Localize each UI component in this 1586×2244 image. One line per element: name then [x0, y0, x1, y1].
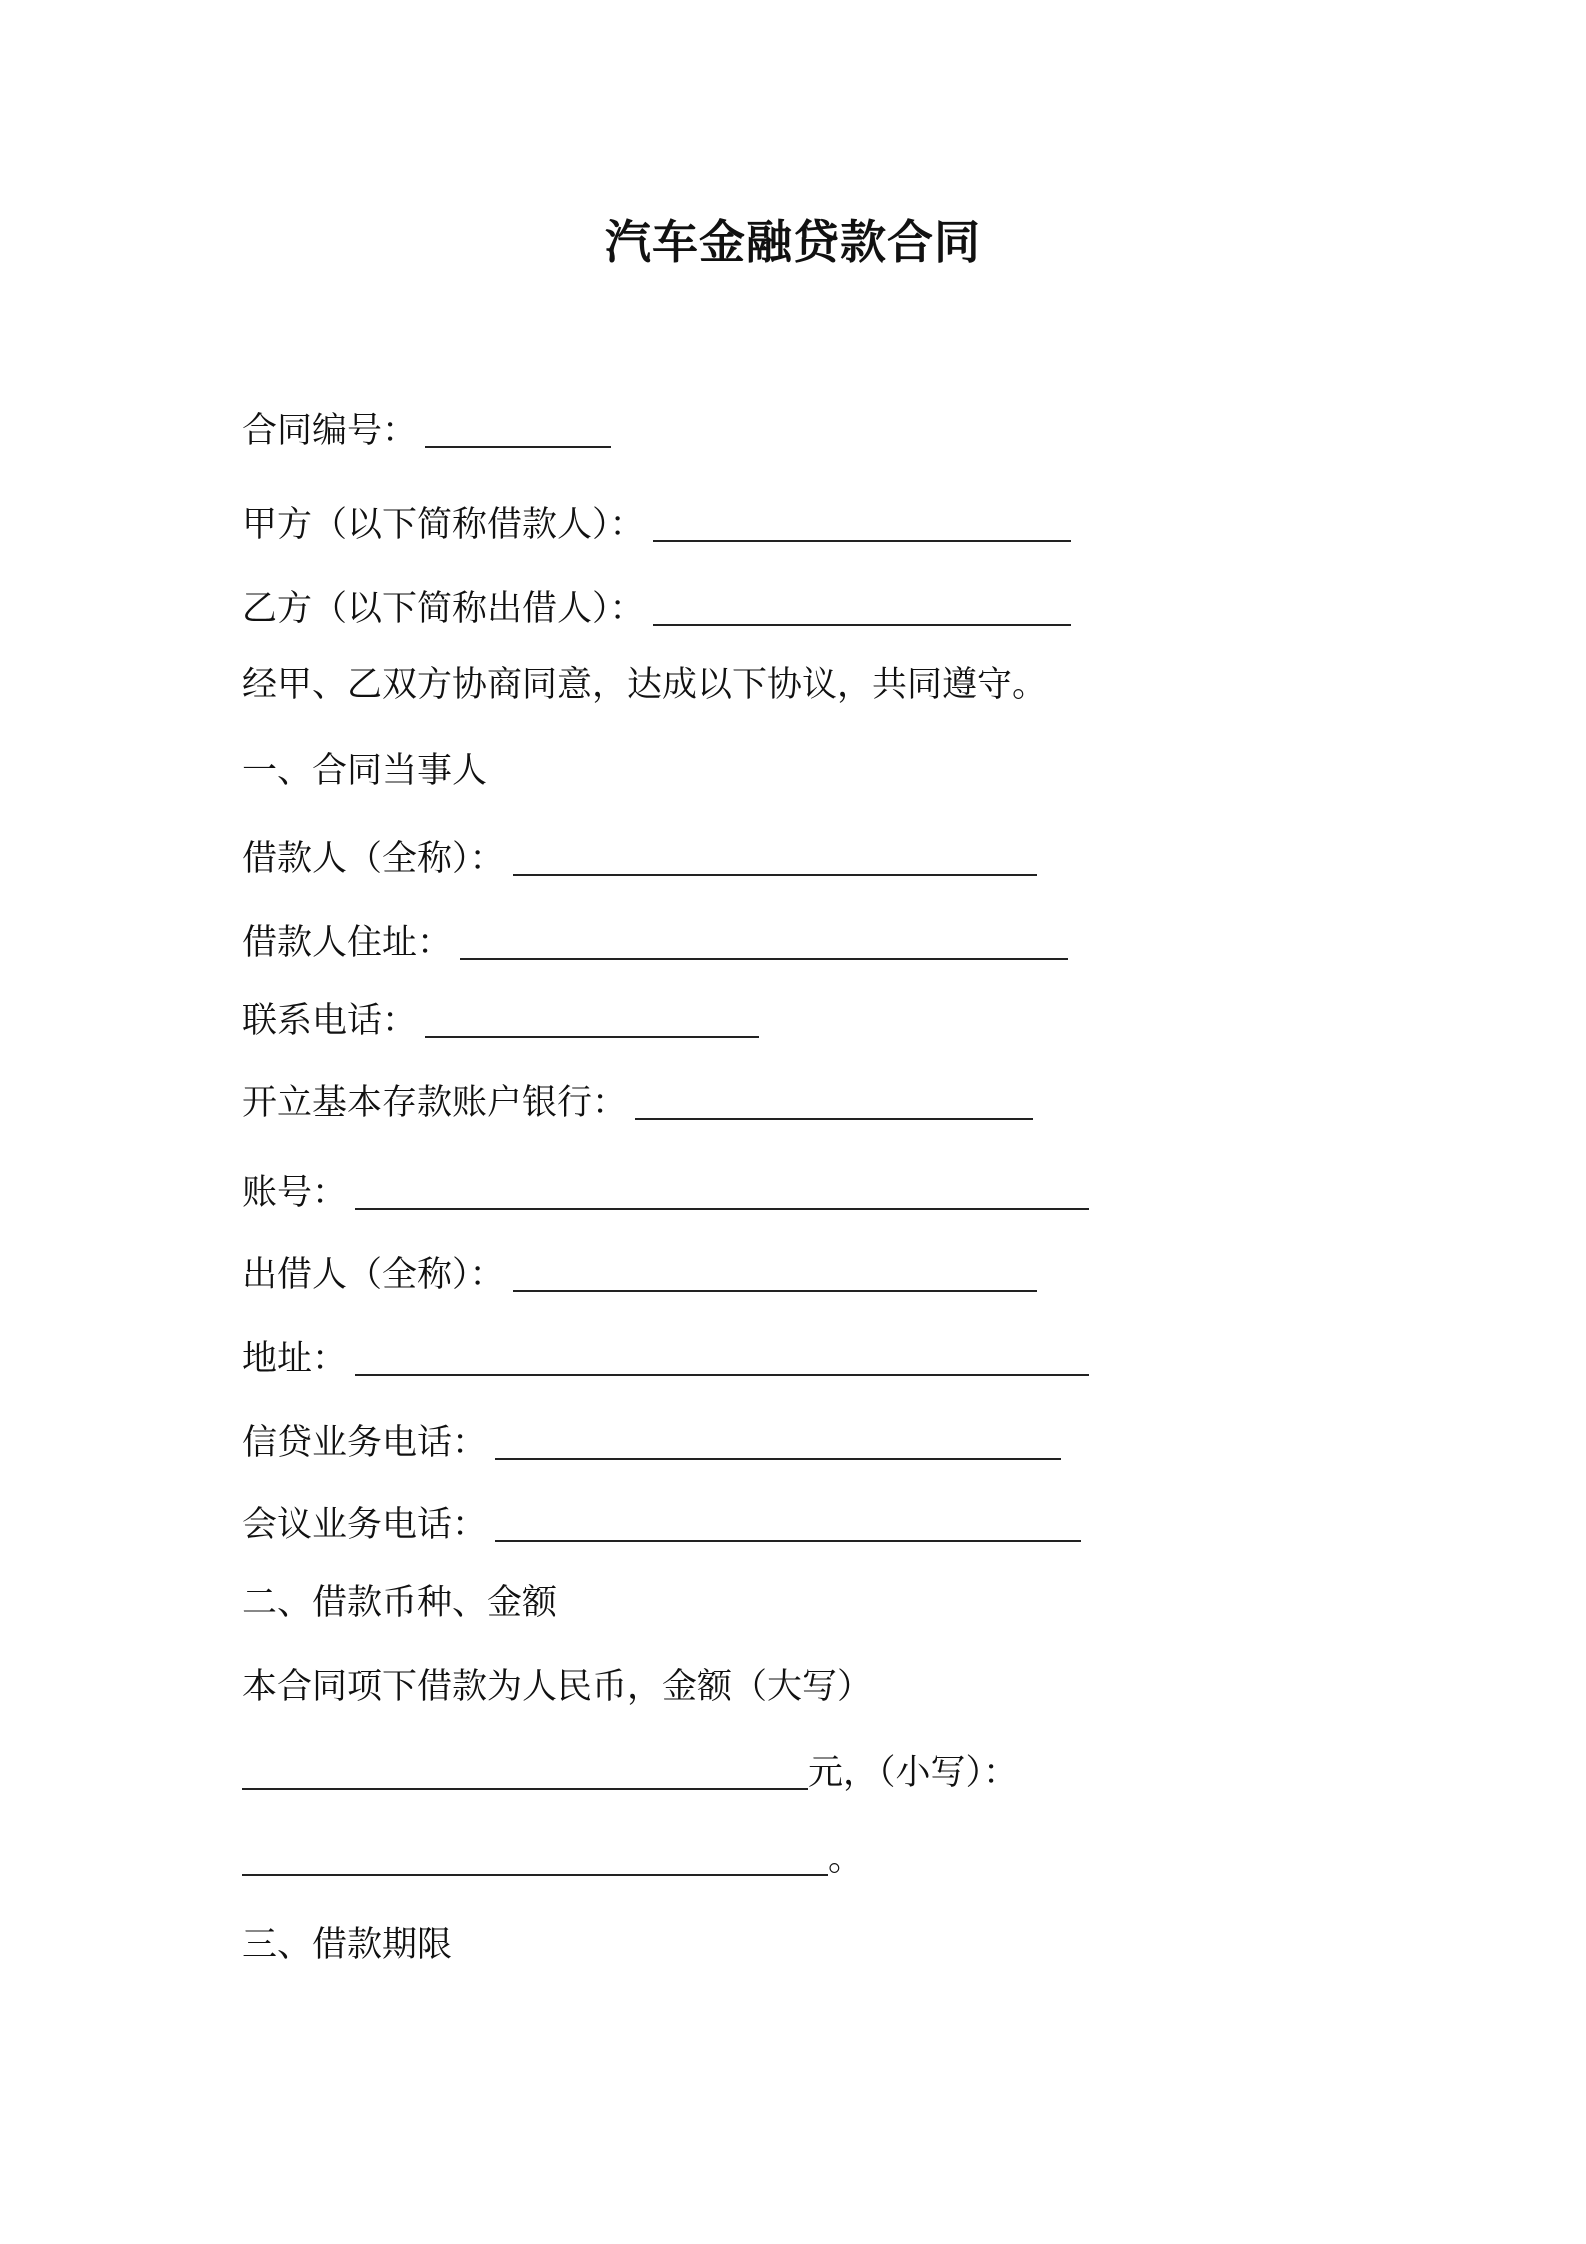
- phone-blank[interactable]: [425, 1004, 759, 1038]
- agreement-text: 经甲、乙双方协商同意，达成以下协议，共同遵守。: [242, 665, 1048, 705]
- amount-text-row: [242, 1664, 872, 1710]
- credit-phone-label: 信贷业务电话：: [242, 1423, 488, 1463]
- party-b-label: 乙方（以下简称出借人）：: [242, 589, 645, 629]
- section-3-heading-row: [242, 1922, 452, 1968]
- bank-label: 开立基本存款账户银行：: [242, 1083, 628, 1123]
- phone-row: [242, 998, 759, 1044]
- party-b-row: [242, 586, 1071, 632]
- document-title: 汽车金融贷款合同: [605, 215, 981, 269]
- section-3-heading: 三、借款期限: [242, 1925, 453, 1965]
- section-2-heading-row: [242, 1580, 557, 1626]
- lender-name-blank[interactable]: [513, 1258, 1037, 1292]
- borrower-name-blank[interactable]: [513, 842, 1037, 876]
- address-row: [242, 1336, 1089, 1382]
- amount-upper-blank[interactable]: [242, 1756, 808, 1790]
- credit-phone-row: [242, 1420, 1061, 1466]
- contract-number-row: [242, 408, 611, 454]
- agreement-row: [242, 662, 1047, 708]
- bank-row: [242, 1080, 1033, 1126]
- meeting-phone-row: [242, 1502, 1081, 1548]
- bank-blank[interactable]: [635, 1086, 1033, 1120]
- amount-lower-row: [242, 1836, 863, 1882]
- account-row: [242, 1170, 1089, 1216]
- borrower-name-row: [242, 836, 1037, 882]
- credit-phone-blank[interactable]: [495, 1426, 1061, 1460]
- contract-number-label: 合同编号：: [242, 411, 418, 451]
- yuan-suffix: 元，（小写）：: [808, 1753, 1019, 1793]
- borrower-address-row: [242, 920, 1068, 966]
- party-a-blank[interactable]: [653, 508, 1071, 542]
- lender-name-row: [242, 1252, 1037, 1298]
- meeting-phone-label: 会议业务电话：: [242, 1505, 488, 1545]
- section-2-heading: 二、借款币种、金额: [242, 1583, 558, 1623]
- borrower-name-label: 借款人（全称）：: [242, 839, 505, 879]
- end-mark: 。: [828, 1839, 864, 1879]
- contract-number-blank[interactable]: [425, 414, 611, 448]
- phone-label: 联系电话：: [242, 1001, 418, 1041]
- borrower-address-label: 借款人住址：: [242, 923, 453, 963]
- lender-name-label: 出借人（全称）：: [242, 1255, 505, 1295]
- amount-upper-row: [242, 1750, 1018, 1796]
- amount-text: 本合同项下借款为人民币，金额（大写）: [242, 1667, 873, 1707]
- party-a-row: [242, 502, 1071, 548]
- party-a-label: 甲方（以下简称借款人）：: [242, 505, 645, 545]
- borrower-address-blank[interactable]: [460, 926, 1068, 960]
- section-1-heading-row: [242, 748, 487, 794]
- account-blank[interactable]: [355, 1176, 1089, 1210]
- address-blank[interactable]: [355, 1342, 1089, 1376]
- party-b-blank[interactable]: [653, 592, 1071, 626]
- account-label: 账号：: [242, 1173, 348, 1213]
- meeting-phone-blank[interactable]: [495, 1508, 1081, 1542]
- amount-lower-blank[interactable]: [242, 1842, 828, 1876]
- section-1-heading: 一、合同当事人: [242, 751, 488, 791]
- address-label: 地址：: [242, 1339, 348, 1379]
